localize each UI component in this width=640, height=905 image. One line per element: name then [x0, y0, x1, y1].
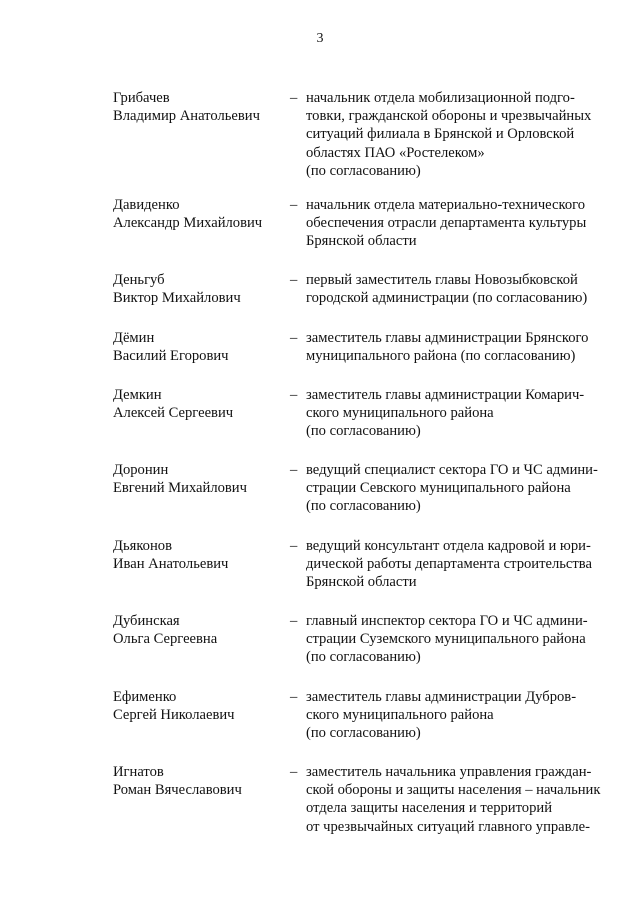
member-name	[113, 89, 288, 125]
member-name	[113, 763, 288, 799]
member-surname: Деньгуб	[113, 272, 165, 288]
position-line: (по согласованию)	[306, 498, 421, 515]
dash-separator: –	[290, 90, 298, 106]
member-given-names: Алексей Сергеевич	[113, 405, 234, 422]
position-line: страции Суземского муниципального района	[306, 631, 586, 648]
member-name	[113, 461, 288, 497]
member-name	[113, 386, 288, 422]
position-line: муниципального района (по согласованию)	[306, 348, 576, 365]
member-position	[306, 688, 612, 743]
position-line: заместитель начальника управления граждан-	[306, 764, 592, 780]
member-surname: Грибачев	[113, 90, 170, 106]
position-line: заместитель главы администрации Брянского	[306, 330, 589, 346]
position-line: (по согласованию)	[306, 649, 421, 666]
position-line: первый заместитель главы Новозыбковской	[306, 272, 578, 288]
member-name	[113, 612, 288, 648]
member-position	[306, 89, 612, 180]
dash-separator: –	[290, 197, 298, 213]
member-surname: Давиденко	[113, 197, 180, 213]
member-given-names: Владимир Анатольевич	[113, 108, 260, 125]
member-name	[113, 196, 288, 232]
member-position	[306, 271, 612, 307]
position-line: ской обороны и защиты населения – начальник	[306, 782, 601, 799]
position-line: дической работы департамента строительства	[306, 556, 592, 573]
member-position	[306, 461, 612, 516]
position-line: от чрезвычайных ситуаций главного управле-	[306, 818, 590, 835]
member-surname: Ефименко	[113, 689, 177, 705]
member-position	[306, 386, 612, 441]
member-name	[113, 537, 288, 573]
member-surname: Дубинская	[113, 613, 180, 629]
member-position	[306, 537, 612, 592]
position-line: городской администрации (по согласованию)	[306, 290, 588, 307]
member-surname: Дёмин	[113, 330, 155, 346]
member-surname: Дьяконов	[113, 538, 172, 554]
position-line: заместитель главы администрации Дубров-	[306, 689, 577, 705]
position-line: (по согласованию)	[306, 423, 421, 440]
position-line: начальник отдела мобилизационной подго-	[306, 90, 575, 106]
member-given-names: Виктор Михайлович	[113, 290, 241, 307]
member-given-names: Иван Анатольевич	[113, 556, 229, 573]
member-name	[113, 688, 288, 724]
position-line: ведущий консультант отдела кадровой и юри-	[306, 538, 591, 554]
position-line: областях ПАО «Ростелеком»	[306, 144, 485, 161]
dash-separator: –	[290, 272, 298, 288]
position-line: ского муниципального района	[306, 707, 494, 724]
member-position	[306, 196, 612, 251]
position-line: Брянской области	[306, 574, 417, 591]
member-given-names: Ольга Сергеевна	[113, 631, 218, 648]
dash-separator: –	[290, 538, 298, 554]
position-line: страции Севского муниципального района	[306, 480, 571, 497]
member-given-names: Сергей Николаевич	[113, 707, 235, 724]
dash-separator: –	[290, 689, 298, 705]
member-name	[113, 329, 288, 365]
position-line: (по согласованию)	[306, 725, 421, 742]
position-line: Брянской области	[306, 233, 417, 250]
page-number: 3	[316, 31, 324, 46]
member-surname: Игнатов	[113, 764, 164, 780]
member-given-names: Евгений Михайлович	[113, 480, 247, 497]
member-position	[306, 612, 612, 667]
position-line: обеспечения отрасли департамента культуры	[306, 215, 587, 232]
position-line: главный инспектор сектора ГО и ЧС админи-	[306, 613, 588, 629]
dash-separator: –	[290, 387, 298, 403]
position-line: отдела защиты населения и территорий	[306, 800, 552, 817]
position-line: (по согласованию)	[306, 162, 421, 179]
member-given-names: Александр Михайлович	[113, 215, 263, 232]
dash-separator: –	[290, 764, 298, 780]
member-surname: Демкин	[113, 387, 162, 403]
member-position	[306, 763, 612, 836]
position-line: начальник отдела материально-технического	[306, 197, 586, 213]
dash-separator: –	[290, 330, 298, 346]
member-name	[113, 271, 288, 307]
position-line: ситуаций филиала в Брянской и Орловской	[306, 126, 575, 143]
position-line: товки, гражданской обороны и чрезвычайных	[306, 108, 592, 125]
dash-separator: –	[290, 613, 298, 629]
member-position	[306, 329, 612, 365]
member-given-names: Василий Егорович	[113, 348, 229, 365]
dash-separator: –	[290, 462, 298, 478]
position-line: ского муниципального района	[306, 405, 494, 422]
member-given-names: Роман Вячеславович	[113, 782, 242, 799]
member-surname: Доронин	[113, 462, 169, 478]
position-line: ведущий специалист сектора ГО и ЧС админи-	[306, 462, 598, 478]
position-line: заместитель главы администрации Комарич-	[306, 387, 585, 403]
